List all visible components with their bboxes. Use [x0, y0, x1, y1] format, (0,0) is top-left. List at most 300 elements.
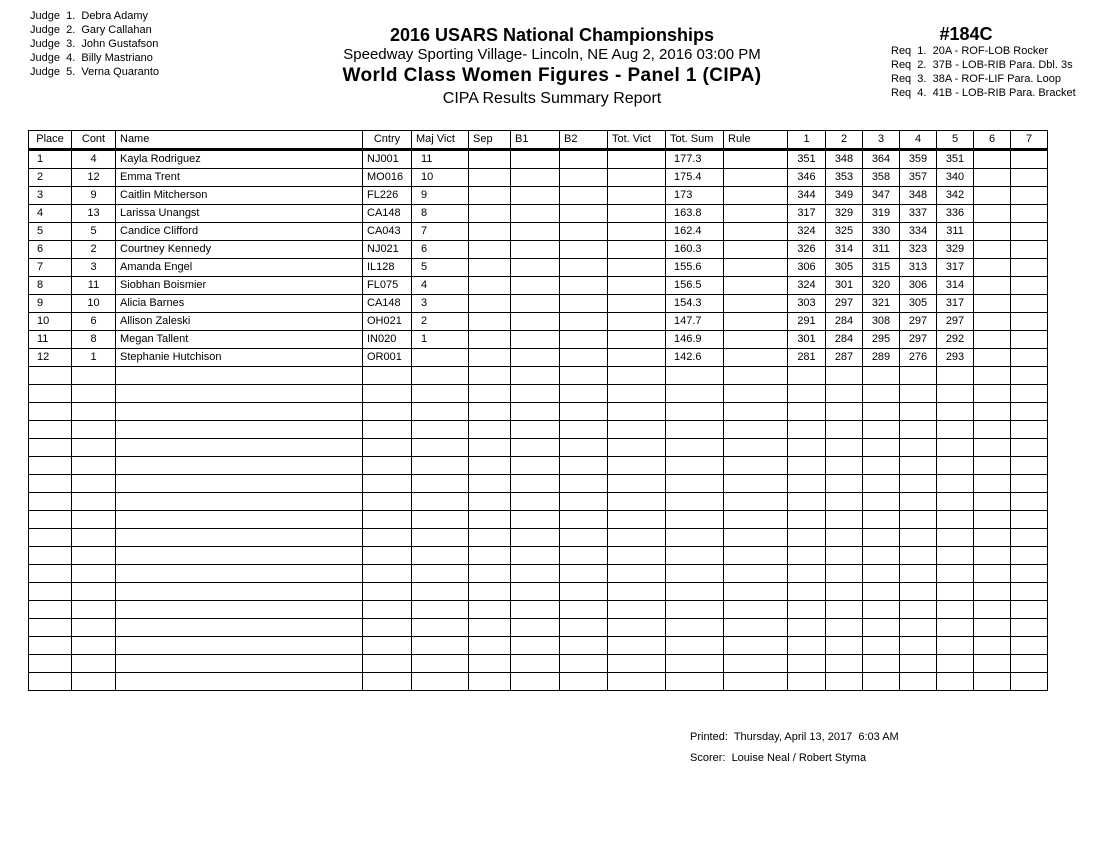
- empty-cell: [412, 601, 469, 619]
- judge-1: Judge 1. Debra Adamy: [30, 10, 149, 22]
- empty-cell: [29, 673, 72, 691]
- total-sum-cell: 156.5: [666, 277, 724, 295]
- empty-cell: [788, 637, 826, 655]
- empty-cell: [900, 385, 937, 403]
- place-cell: 10: [29, 313, 72, 331]
- empty-cell: [666, 403, 724, 421]
- b2-cell: [560, 349, 608, 367]
- judge-7-score-cell: [1011, 313, 1048, 331]
- place-cell: 3: [29, 187, 72, 205]
- judge-7-score-cell: [1011, 169, 1048, 187]
- empty-cell: [560, 673, 608, 691]
- empty-cell: [412, 439, 469, 457]
- contestant-number-cell: 13: [72, 205, 116, 223]
- empty-cell: [974, 637, 1011, 655]
- empty-cell: [608, 673, 666, 691]
- empty-cell: [29, 439, 72, 457]
- country-code-cell: NJ021: [363, 241, 412, 259]
- empty-cell: [826, 475, 863, 493]
- event-number: #184C: [939, 24, 993, 44]
- col-tot-sum: Tot. Sum: [666, 131, 724, 150]
- country-code-cell: CA148: [363, 295, 412, 313]
- country-code-cell: CA148: [363, 205, 412, 223]
- empty-cell: [937, 673, 974, 691]
- empty-cell: [116, 511, 363, 529]
- empty-cell: [412, 385, 469, 403]
- judge-2-score-cell: 297: [826, 295, 863, 313]
- printed-timestamp: Printed: Thursday, April 13, 2017 6:03 AM: [690, 731, 899, 743]
- empty-cell: [469, 511, 511, 529]
- judge-2-score-cell: 284: [826, 313, 863, 331]
- empty-cell: [116, 619, 363, 637]
- empty-cell: [724, 403, 788, 421]
- total-sum-cell: 177.3: [666, 150, 724, 169]
- judge-6-score-cell: [974, 241, 1011, 259]
- empty-cell: [937, 403, 974, 421]
- total-sum-cell: 154.3: [666, 295, 724, 313]
- empty-cell: [863, 547, 900, 565]
- empty-cell: [937, 601, 974, 619]
- b2-cell: [560, 169, 608, 187]
- b2-cell: [560, 205, 608, 223]
- judge-5-score-cell: 314: [937, 277, 974, 295]
- contestant-number-cell: 5: [72, 223, 116, 241]
- country-code-cell: FL075: [363, 277, 412, 295]
- empty-cell: [974, 493, 1011, 511]
- empty-cell: [863, 457, 900, 475]
- majority-victories-cell: 11: [412, 150, 469, 169]
- judge-4-score-cell: 323: [900, 241, 937, 259]
- contestant-number-cell: 2: [72, 241, 116, 259]
- empty-cell: [29, 421, 72, 439]
- judge-1-score-cell: 346: [788, 169, 826, 187]
- empty-cell: [666, 583, 724, 601]
- empty-cell: [666, 421, 724, 439]
- place-cell: 1: [29, 150, 72, 169]
- total-victories-cell: [608, 295, 666, 313]
- empty-cell: [937, 655, 974, 673]
- empty-cell: [724, 601, 788, 619]
- requirement-1: Req 1. 20A - ROF-LOB Rocker: [891, 45, 1049, 57]
- empty-cell: [511, 439, 560, 457]
- empty-cell: [412, 457, 469, 475]
- empty-cell: [560, 511, 608, 529]
- empty-cell: [666, 673, 724, 691]
- empty-cell: [863, 475, 900, 493]
- judge-2-score-cell: 349: [826, 187, 863, 205]
- sep-cell: [469, 169, 511, 187]
- col-judge-6: 6: [974, 131, 1011, 150]
- rule-cell: [724, 169, 788, 187]
- sep-cell: [469, 349, 511, 367]
- empty-cell: [666, 637, 724, 655]
- empty-cell: [469, 475, 511, 493]
- judge-3-score-cell: 321: [863, 295, 900, 313]
- empty-cell: [412, 673, 469, 691]
- empty-cell: [511, 475, 560, 493]
- contestant-number-cell: 12: [72, 169, 116, 187]
- empty-cell: [469, 565, 511, 583]
- table-row: [29, 223, 1048, 241]
- rule-cell: [724, 331, 788, 349]
- event-title: World Class Women Figures - Panel 1 (CIPA): [342, 65, 762, 86]
- judge-6-score-cell: [974, 150, 1011, 169]
- judge-7-score-cell: [1011, 277, 1048, 295]
- place-cell: 12: [29, 349, 72, 367]
- empty-cell: [666, 475, 724, 493]
- empty-cell: [826, 403, 863, 421]
- blank-row: [29, 439, 1048, 457]
- judge-6-score-cell: [974, 205, 1011, 223]
- judge-7-score-cell: [1011, 331, 1048, 349]
- table-row: [29, 150, 1048, 169]
- blank-row: [29, 367, 1048, 385]
- judge-4-score-cell: 313: [900, 259, 937, 277]
- majority-victories-cell: 8: [412, 205, 469, 223]
- total-sum-cell: 146.9: [666, 331, 724, 349]
- col-place: Place: [29, 131, 72, 150]
- empty-cell: [469, 529, 511, 547]
- empty-cell: [72, 367, 116, 385]
- judge-2-score-cell: 325: [826, 223, 863, 241]
- empty-cell: [724, 511, 788, 529]
- empty-cell: [116, 367, 363, 385]
- col-cont: Cont: [72, 131, 116, 150]
- empty-cell: [29, 601, 72, 619]
- empty-cell: [511, 673, 560, 691]
- empty-cell: [511, 457, 560, 475]
- b1-cell: [511, 295, 560, 313]
- majority-victories-cell: 4: [412, 277, 469, 295]
- blank-row: [29, 403, 1048, 421]
- judge-5-score-cell: 340: [937, 169, 974, 187]
- empty-cell: [511, 619, 560, 637]
- empty-cell: [29, 583, 72, 601]
- empty-cell: [900, 457, 937, 475]
- total-victories-cell: [608, 349, 666, 367]
- empty-cell: [29, 475, 72, 493]
- contestant-number-cell: 4: [72, 150, 116, 169]
- empty-cell: [511, 493, 560, 511]
- judge-2-score-cell: 329: [826, 205, 863, 223]
- name-cell: Alicia Barnes: [116, 295, 363, 313]
- empty-cell: [469, 619, 511, 637]
- rule-cell: [724, 150, 788, 169]
- col-name: Name: [116, 131, 363, 150]
- empty-cell: [974, 673, 1011, 691]
- name-cell: Larissa Unangst: [116, 205, 363, 223]
- b2-cell: [560, 223, 608, 241]
- empty-cell: [72, 439, 116, 457]
- empty-cell: [900, 565, 937, 583]
- empty-cell: [412, 655, 469, 673]
- majority-victories-cell: 3: [412, 295, 469, 313]
- place-cell: 2: [29, 169, 72, 187]
- empty-cell: [511, 421, 560, 439]
- empty-cell: [826, 637, 863, 655]
- judge-5-score-cell: 329: [937, 241, 974, 259]
- sep-cell: [469, 259, 511, 277]
- judge-1-score-cell: 281: [788, 349, 826, 367]
- empty-cell: [412, 421, 469, 439]
- empty-cell: [116, 655, 363, 673]
- total-sum-cell: 173: [666, 187, 724, 205]
- empty-cell: [608, 601, 666, 619]
- b1-cell: [511, 150, 560, 169]
- empty-cell: [666, 655, 724, 673]
- empty-cell: [29, 457, 72, 475]
- judge-7-score-cell: [1011, 150, 1048, 169]
- empty-cell: [900, 439, 937, 457]
- empty-cell: [72, 529, 116, 547]
- empty-cell: [826, 547, 863, 565]
- empty-cell: [72, 457, 116, 475]
- total-victories-cell: [608, 205, 666, 223]
- empty-cell: [363, 529, 412, 547]
- empty-cell: [900, 673, 937, 691]
- empty-cell: [937, 547, 974, 565]
- judge-4: Judge 4. Billy Mastriano: [30, 52, 153, 64]
- table-row: [29, 331, 1048, 349]
- total-victories-cell: [608, 259, 666, 277]
- col-judge-3: 3: [863, 131, 900, 150]
- contestant-number-cell: 8: [72, 331, 116, 349]
- empty-cell: [1011, 475, 1048, 493]
- empty-cell: [937, 421, 974, 439]
- empty-cell: [724, 493, 788, 511]
- empty-cell: [363, 673, 412, 691]
- empty-cell: [469, 421, 511, 439]
- empty-cell: [863, 673, 900, 691]
- requirement-2: Req 2. 37B - LOB-RIB Para. Dbl. 3s: [891, 59, 1073, 71]
- empty-cell: [863, 367, 900, 385]
- empty-cell: [937, 385, 974, 403]
- rule-cell: [724, 223, 788, 241]
- empty-cell: [72, 601, 116, 619]
- judge-6-score-cell: [974, 295, 1011, 313]
- judge-5-score-cell: 311: [937, 223, 974, 241]
- empty-cell: [788, 565, 826, 583]
- empty-cell: [72, 511, 116, 529]
- empty-cell: [608, 655, 666, 673]
- col-sep: Sep: [469, 131, 511, 150]
- judge-5-score-cell: 336: [937, 205, 974, 223]
- empty-cell: [788, 439, 826, 457]
- empty-cell: [412, 367, 469, 385]
- place-cell: 9: [29, 295, 72, 313]
- empty-cell: [560, 637, 608, 655]
- empty-cell: [666, 619, 724, 637]
- empty-cell: [560, 655, 608, 673]
- empty-cell: [608, 619, 666, 637]
- empty-cell: [608, 529, 666, 547]
- empty-cell: [363, 421, 412, 439]
- empty-cell: [412, 547, 469, 565]
- country-code-cell: CA043: [363, 223, 412, 241]
- total-victories-cell: [608, 331, 666, 349]
- sep-cell: [469, 223, 511, 241]
- empty-cell: [608, 583, 666, 601]
- table-row: [29, 187, 1048, 205]
- name-cell: Caitlin Mitcherson: [116, 187, 363, 205]
- empty-cell: [412, 403, 469, 421]
- empty-cell: [116, 421, 363, 439]
- total-victories-cell: [608, 187, 666, 205]
- empty-cell: [974, 421, 1011, 439]
- table-row: [29, 313, 1048, 331]
- b1-cell: [511, 241, 560, 259]
- table-row: [29, 349, 1048, 367]
- empty-cell: [469, 385, 511, 403]
- empty-cell: [116, 529, 363, 547]
- empty-cell: [608, 637, 666, 655]
- empty-cell: [116, 475, 363, 493]
- empty-cell: [1011, 583, 1048, 601]
- empty-cell: [1011, 367, 1048, 385]
- judge-1-score-cell: 317: [788, 205, 826, 223]
- majority-victories-cell: [412, 349, 469, 367]
- place-cell: 5: [29, 223, 72, 241]
- empty-cell: [560, 583, 608, 601]
- empty-cell: [900, 421, 937, 439]
- judge-6-score-cell: [974, 259, 1011, 277]
- blank-row: [29, 457, 1048, 475]
- empty-cell: [900, 601, 937, 619]
- report-footer: [690, 727, 899, 769]
- empty-cell: [863, 655, 900, 673]
- empty-cell: [826, 565, 863, 583]
- judge-1-score-cell: 324: [788, 277, 826, 295]
- empty-cell: [363, 601, 412, 619]
- empty-cell: [788, 367, 826, 385]
- empty-cell: [900, 529, 937, 547]
- blank-row: [29, 511, 1048, 529]
- total-victories-cell: [608, 277, 666, 295]
- col-judge-1: 1: [788, 131, 826, 150]
- empty-cell: [469, 457, 511, 475]
- empty-cell: [666, 601, 724, 619]
- empty-cell: [788, 673, 826, 691]
- empty-cell: [863, 619, 900, 637]
- judge-7-score-cell: [1011, 223, 1048, 241]
- judge-7-score-cell: [1011, 241, 1048, 259]
- majority-victories-cell: 7: [412, 223, 469, 241]
- majority-victories-cell: 10: [412, 169, 469, 187]
- empty-cell: [788, 547, 826, 565]
- col-judge-2: 2: [826, 131, 863, 150]
- empty-cell: [116, 403, 363, 421]
- contestant-number-cell: 9: [72, 187, 116, 205]
- judge-6-score-cell: [974, 223, 1011, 241]
- empty-cell: [469, 601, 511, 619]
- table-row: [29, 259, 1048, 277]
- empty-cell: [469, 673, 511, 691]
- judge-6-score-cell: [974, 277, 1011, 295]
- empty-cell: [608, 439, 666, 457]
- empty-cell: [1011, 601, 1048, 619]
- empty-cell: [412, 565, 469, 583]
- blank-row: [29, 547, 1048, 565]
- empty-cell: [511, 403, 560, 421]
- rule-cell: [724, 205, 788, 223]
- judge-5-score-cell: 342: [937, 187, 974, 205]
- judge-5-score-cell: 297: [937, 313, 974, 331]
- name-cell: Kayla Rodriguez: [116, 150, 363, 169]
- majority-victories-cell: 2: [412, 313, 469, 331]
- empty-cell: [937, 583, 974, 601]
- empty-cell: [826, 655, 863, 673]
- total-sum-cell: 142.6: [666, 349, 724, 367]
- empty-cell: [72, 637, 116, 655]
- judge-4-score-cell: 348: [900, 187, 937, 205]
- empty-cell: [666, 493, 724, 511]
- empty-cell: [511, 655, 560, 673]
- empty-cell: [116, 583, 363, 601]
- empty-cell: [469, 547, 511, 565]
- sep-cell: [469, 150, 511, 169]
- total-victories-cell: [608, 223, 666, 241]
- rule-cell: [724, 187, 788, 205]
- b1-cell: [511, 223, 560, 241]
- judge-2: Judge 2. Gary Callahan: [30, 24, 152, 36]
- empty-cell: [72, 403, 116, 421]
- judge-5: Judge 5. Verna Quaranto: [30, 66, 160, 78]
- col-b1: B1: [511, 131, 560, 150]
- empty-cell: [29, 385, 72, 403]
- empty-cell: [72, 583, 116, 601]
- report-header: [300, 24, 804, 109]
- empty-cell: [608, 457, 666, 475]
- empty-cell: [937, 637, 974, 655]
- sep-cell: [469, 313, 511, 331]
- empty-cell: [1011, 637, 1048, 655]
- total-sum-cell: 163.8: [666, 205, 724, 223]
- rule-cell: [724, 241, 788, 259]
- venue-datetime: Speedway Sporting Village- Lincoln, NE Aug 2, 2016 03:00 PM: [343, 46, 761, 63]
- judge-5-score-cell: 317: [937, 295, 974, 313]
- judge-5-score-cell: 292: [937, 331, 974, 349]
- empty-cell: [937, 475, 974, 493]
- empty-cell: [29, 565, 72, 583]
- judge-5-score-cell: 293: [937, 349, 974, 367]
- blank-row: [29, 421, 1048, 439]
- contestant-number-cell: 1: [72, 349, 116, 367]
- empty-cell: [900, 367, 937, 385]
- empty-cell: [788, 583, 826, 601]
- empty-cell: [116, 493, 363, 511]
- empty-cell: [724, 475, 788, 493]
- empty-cell: [29, 403, 72, 421]
- judge-1-score-cell: 324: [788, 223, 826, 241]
- b1-cell: [511, 205, 560, 223]
- empty-cell: [363, 547, 412, 565]
- majority-victories-cell: 9: [412, 187, 469, 205]
- championship-title: 2016 USARS National Championships: [389, 25, 715, 45]
- empty-cell: [608, 421, 666, 439]
- empty-cell: [511, 511, 560, 529]
- empty-cell: [937, 619, 974, 637]
- b2-cell: [560, 187, 608, 205]
- empty-cell: [608, 385, 666, 403]
- sep-cell: [469, 241, 511, 259]
- empty-cell: [724, 367, 788, 385]
- judge-3: Judge 3. John Gustafson: [30, 38, 159, 50]
- empty-cell: [608, 547, 666, 565]
- b1-cell: [511, 349, 560, 367]
- empty-cell: [788, 475, 826, 493]
- requirement-4: Req 4. 41B - LOB-RIB Para. Bracket: [891, 87, 1076, 99]
- empty-cell: [974, 565, 1011, 583]
